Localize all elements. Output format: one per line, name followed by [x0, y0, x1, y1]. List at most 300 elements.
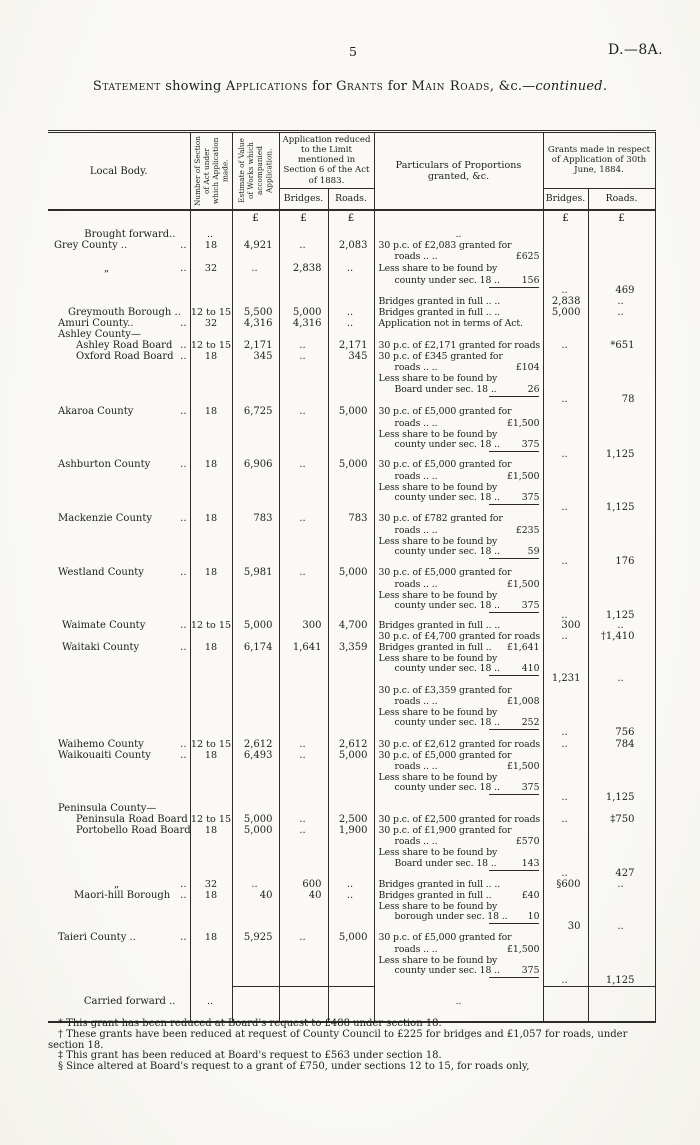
cell-local-body: Ashley Road Board .. [48, 341, 190, 352]
cell-estimate [232, 837, 279, 848]
cell-local-body: Carried forward .. [48, 987, 190, 1022]
cell-local-body [48, 708, 190, 718]
cell-application-bridges: 5,000 [279, 308, 328, 319]
cell-section-number: 18 [190, 241, 232, 252]
cell-section-number [190, 708, 232, 718]
cell-application-bridges: .. [279, 241, 328, 252]
cell-grant-roads: 469 [588, 286, 655, 297]
cell-application-roads [328, 762, 374, 773]
cell-estimate [232, 419, 279, 430]
cell-section-number [190, 762, 232, 773]
cell-application-roads [328, 363, 374, 374]
cell-application-bridges [279, 601, 328, 611]
cell-local-body: Mackenzie County .. [48, 514, 190, 526]
cell-application-bridges [279, 708, 328, 718]
cell-grant-roads [588, 264, 655, 276]
cell-section-number: 12 to 15 [190, 739, 232, 751]
cell-grant-bridges: .. [543, 976, 588, 987]
cell-local-body: Peninsula County— [48, 804, 190, 815]
cell-application-roads [328, 912, 374, 922]
cell-application-roads [328, 276, 374, 286]
cell-application-bridges [279, 945, 328, 956]
cell-grant-roads: .. [588, 297, 655, 308]
header-grants-group: Grants made in respect of Application of 30th June, 1884. [543, 132, 655, 189]
cell-local-body: Waikouaiti County .. [48, 751, 190, 762]
cell-section-number [190, 591, 232, 601]
cell-section-number: 18 [190, 643, 232, 654]
cell-particulars: Less share to be found by [374, 430, 543, 440]
sum-rule [489, 870, 539, 871]
cell-application-roads: 345 [328, 352, 374, 363]
cell-particulars: county under sec. 18 .. 156 [374, 276, 543, 286]
cell-application-bridges: .. [279, 826, 328, 837]
cell-grant-bridges [543, 686, 588, 697]
cell-application-bridges [279, 395, 328, 407]
cell-grant-bridges [543, 945, 588, 956]
cell-section-number [190, 483, 232, 493]
cell-particulars: county under sec. 18 .. 375 [374, 966, 543, 976]
cell-application-roads: 5,000 [328, 568, 374, 580]
cell-application-roads: .. [328, 319, 374, 330]
cell-grant-bridges [543, 483, 588, 493]
table-row [48, 643, 655, 654]
cell-section-number [190, 793, 232, 804]
cell-particulars: Bridges granted in full .. .. [374, 297, 543, 308]
cell-section-number [190, 374, 232, 385]
document-reference: D.—8A. [607, 42, 663, 58]
cell-section-number [190, 526, 232, 537]
cell-particulars: borough under sec. 18 .. 10 [374, 912, 543, 922]
cell-local-body [48, 762, 190, 773]
cell-application-roads [328, 976, 374, 987]
cell-grant-roads [588, 460, 655, 472]
header-app-bridges: Bridges. [279, 188, 328, 210]
sum-rule [489, 504, 539, 505]
cell-application-bridges: .. [279, 341, 328, 352]
cell-grant-bridges [543, 956, 588, 966]
cell-section-number [190, 837, 232, 848]
cell-application-bridges [279, 859, 328, 869]
cell-section-number [190, 286, 232, 297]
table-row [48, 686, 655, 697]
cell-application-roads [328, 419, 374, 430]
cell-particulars: 30 p.c. of £1,900 granted for [374, 826, 543, 837]
cell-application-bridges: .. [279, 568, 328, 580]
cell-grant-roads [588, 514, 655, 526]
cell-local-body [48, 547, 190, 557]
cell-application-roads [328, 537, 374, 547]
cell-section-number [190, 210, 232, 230]
title-part: Main Roads [411, 79, 490, 94]
cell-local-body: Ashburton County .. [48, 460, 190, 472]
cell-estimate: 6,493 [232, 751, 279, 762]
cell-grant-bridges [543, 430, 588, 440]
cell-estimate [232, 374, 279, 385]
cell-section-number [190, 945, 232, 956]
cell-application-roads [328, 708, 374, 718]
cell-section-number: .. [190, 230, 232, 241]
cell-section-number [190, 686, 232, 697]
cell-local-body [48, 674, 190, 686]
cell-application-bridges: .. [279, 514, 328, 526]
cell-grant-bridges: .. [543, 286, 588, 297]
cell-local-body: Oxford Road Board .. [48, 352, 190, 363]
cell-section-number [190, 956, 232, 966]
cell-grant-bridges [543, 891, 588, 902]
cell-grant-roads: 1,125 [588, 450, 655, 461]
sum-rule [489, 612, 539, 613]
cell-particulars: roads .. .. £1,500 [374, 580, 543, 591]
cell-application-bridges [279, 783, 328, 793]
cell-estimate [232, 686, 279, 697]
table-row [48, 352, 655, 363]
cell-application-bridges [279, 483, 328, 493]
header-application-group: Application reduced to the Limit mentioned in Section 6 of the Act of 1883. [279, 132, 374, 189]
cell-particulars: roads .. .. £235 [374, 526, 543, 537]
cell-local-body: Akaroa County .. [48, 407, 190, 419]
cell-section-number [190, 718, 232, 728]
cell-grant-roads [588, 472, 655, 483]
cell-local-body [48, 697, 190, 708]
cell-application-roads: .. [328, 880, 374, 891]
cell-grant-bridges: 2,838 [543, 297, 588, 308]
cell-application-bridges: 300 [279, 621, 328, 632]
cell-particulars [374, 395, 543, 407]
cell-section-number [190, 440, 232, 450]
cell-grant-roads [588, 945, 655, 956]
cell-local-body [48, 966, 190, 976]
cell-local-body: Ashley County— [48, 330, 190, 341]
cell-local-body [48, 956, 190, 966]
cell-particulars: 30 p.c. of £5,000 granted for [374, 933, 543, 945]
statement-title [0, 79, 700, 94]
cell-grant-roads [588, 407, 655, 419]
cell-application-bridges [279, 912, 328, 922]
cell-estimate [232, 987, 279, 1022]
cell-grant-bridges [543, 697, 588, 708]
cell-application-roads: 5,000 [328, 933, 374, 945]
cell-particulars: roads .. .. £104 [374, 363, 543, 374]
cell-application-roads: 783 [328, 514, 374, 526]
cell-local-body [48, 440, 190, 450]
table-row [48, 891, 655, 902]
cell-estimate [232, 945, 279, 956]
footnote-line: § Since altered at Board's request to a grant of £750, under sections 12 to 15, for roads only, [58, 1061, 530, 1073]
cell-application-bridges: 40 [279, 891, 328, 902]
cell-application-bridges [279, 430, 328, 440]
cell-estimate: 40 [232, 891, 279, 902]
cell-grant-bridges [543, 241, 588, 252]
cell-application-bridges [279, 674, 328, 686]
cell-estimate [232, 526, 279, 537]
sum-rule [489, 923, 539, 924]
cell-application-bridges [279, 537, 328, 547]
table-row [48, 363, 655, 374]
cell-particulars: roads .. .. £625 [374, 252, 543, 264]
cell-local-body [48, 395, 190, 407]
cell-grant-roads: 176 [588, 557, 655, 568]
cell-grant-bridges [543, 264, 588, 276]
cell-estimate [232, 483, 279, 493]
table-row [48, 945, 655, 956]
cell-estimate [232, 395, 279, 407]
cell-application-bridges [279, 956, 328, 966]
cell-local-body [48, 419, 190, 430]
cell-application-roads [328, 956, 374, 966]
cell-estimate: 4,921 [232, 241, 279, 252]
cell-estimate: 5,000 [232, 826, 279, 837]
cell-local-body: Waimate County .. [48, 621, 190, 632]
cell-grant-roads [588, 643, 655, 654]
cell-application-bridges [279, 385, 328, 395]
cell-application-roads [328, 987, 374, 1022]
table-row [48, 395, 655, 407]
cell-grant-roads [588, 826, 655, 837]
title-part: . [602, 79, 608, 94]
cell-estimate [232, 848, 279, 859]
cell-application-roads [328, 385, 374, 395]
page-header [48, 42, 663, 64]
cell-particulars: Less share to be found by [374, 591, 543, 601]
header-estimate: Estimate of Value of Works which accompanied Application. [232, 132, 279, 211]
cell-application-bridges [279, 976, 328, 987]
cell-application-bridges: 600 [279, 880, 328, 891]
cell-application-roads [328, 945, 374, 956]
cell-estimate [232, 762, 279, 773]
cell-estimate: 783 [232, 514, 279, 526]
cell-grant-roads [588, 837, 655, 848]
cell-estimate: £ [232, 210, 279, 230]
cell-particulars: 30 p.c. of £2,500 granted for roads [374, 815, 543, 826]
cell-application-roads [328, 286, 374, 297]
cell-application-roads [328, 686, 374, 697]
cell-section-number: 18 [190, 407, 232, 419]
cell-application-roads [328, 966, 374, 976]
cell-application-roads [328, 718, 374, 728]
cell-section-number: 18 [190, 933, 232, 945]
cell-estimate [232, 773, 279, 783]
cell-grant-roads: ‡750 [588, 815, 655, 826]
cell-local-body [48, 374, 190, 385]
cell-section-number [190, 674, 232, 686]
cell-estimate: 2,171 [232, 341, 279, 352]
cell-grant-roads [588, 374, 655, 385]
table-row [48, 483, 655, 493]
cell-local-body [48, 580, 190, 591]
header-section-number: Number of Section of Act under which Application made. [190, 132, 232, 211]
cell-grant-bridges [543, 848, 588, 859]
cell-application-roads [328, 848, 374, 859]
cell-local-body [48, 591, 190, 601]
cell-grant-bridges: 5,000 [543, 308, 588, 319]
cell-application-bridges: .. [279, 751, 328, 762]
cell-section-number [190, 697, 232, 708]
cell-local-body [48, 601, 190, 611]
cell-grant-bridges [543, 902, 588, 912]
cell-application-bridges [279, 472, 328, 483]
cell-application-bridges [279, 697, 328, 708]
cell-application-bridges [279, 837, 328, 848]
cell-grant-roads: 427 [588, 869, 655, 880]
cell-grant-roads [588, 708, 655, 718]
cell-local-body [48, 363, 190, 374]
cell-application-roads: £ [328, 210, 374, 230]
cell-local-body [48, 472, 190, 483]
cell-application-bridges: .. [279, 815, 328, 826]
cell-application-bridges [279, 664, 328, 674]
header-app-roads: Roads. [328, 188, 374, 210]
cell-grant-bridges [543, 826, 588, 837]
footnote-line: ‡ This grant has been reduced at Board's request to £563 under section 18. [58, 1050, 442, 1062]
table-row [48, 407, 655, 419]
cell-particulars: Less share to be found by [374, 956, 543, 966]
cell-local-body: Taieri County .. .. [48, 933, 190, 945]
cell-grant-roads: 1,125 [588, 611, 655, 622]
cell-estimate: 5,000 [232, 621, 279, 632]
cell-grant-bridges: .. [543, 611, 588, 622]
cell-section-number: 32 [190, 319, 232, 330]
grants-table [48, 130, 656, 1023]
cell-grant-bridges: .. [543, 632, 588, 643]
cell-section-number: 32 [190, 880, 232, 891]
cell-estimate: 6,906 [232, 460, 279, 472]
cell-section-number: 18 [190, 751, 232, 762]
sum-rule [489, 977, 539, 978]
cell-application-bridges [279, 686, 328, 697]
cell-particulars: Less share to be found by [374, 537, 543, 547]
cell-application-bridges: £ [279, 210, 328, 230]
cell-estimate [232, 902, 279, 912]
cell-particulars: 30 p.c. of £5,000 granted for [374, 407, 543, 419]
cell-estimate [232, 580, 279, 591]
table-row [48, 674, 655, 686]
cell-particulars: Less share to be found by [374, 902, 543, 912]
cell-application-roads [328, 601, 374, 611]
cell-section-number: 32 [190, 264, 232, 276]
cell-application-roads [328, 483, 374, 493]
table-row [48, 762, 655, 773]
cell-grant-bridges [543, 912, 588, 922]
page-number: 5 [349, 44, 357, 59]
table-row [48, 697, 655, 708]
cell-grant-bridges [543, 363, 588, 374]
cell-estimate [232, 956, 279, 966]
cell-particulars [374, 793, 543, 804]
sum-rule [489, 558, 539, 559]
cell-section-number [190, 385, 232, 395]
cell-application-bridges [279, 987, 328, 1022]
cell-estimate: 5,981 [232, 568, 279, 580]
cell-grant-roads: 1,125 [588, 503, 655, 514]
cell-local-body [48, 902, 190, 912]
cell-estimate [232, 493, 279, 503]
cell-application-roads [328, 674, 374, 686]
cell-particulars: roads .. .. £1,500 [374, 419, 543, 430]
cell-local-body [48, 837, 190, 848]
cell-grant-bridges [543, 526, 588, 537]
cell-application-roads [328, 859, 374, 869]
cell-application-roads [328, 793, 374, 804]
cell-grant-bridges: .. [543, 557, 588, 568]
cell-section-number: 18 [190, 352, 232, 363]
cell-estimate [232, 385, 279, 395]
cell-particulars: Less share to be found by [374, 708, 543, 718]
cell-grant-roads [588, 419, 655, 430]
cell-section-number [190, 601, 232, 611]
cell-application-bridges [279, 902, 328, 912]
table-row [48, 241, 655, 252]
cell-application-bridges [279, 580, 328, 591]
cell-application-roads [328, 783, 374, 793]
cell-estimate [232, 718, 279, 728]
cell-particulars: Less share to be found by [374, 264, 543, 276]
cell-application-bridges [279, 493, 328, 503]
cell-local-body: Amuri County.. .. [48, 319, 190, 330]
cell-section-number [190, 580, 232, 591]
cell-local-body [48, 869, 190, 880]
cell-local-body [48, 859, 190, 869]
cell-grant-bridges [543, 460, 588, 472]
cell-section-number [190, 430, 232, 440]
cell-particulars: roads .. .. £1,500 [374, 945, 543, 956]
cell-estimate [232, 472, 279, 483]
cell-estimate [232, 601, 279, 611]
cell-grant-bridges [543, 252, 588, 264]
cell-application-roads [328, 395, 374, 407]
title-part: showing [160, 79, 226, 94]
cell-section-number [190, 859, 232, 869]
cell-grant-roads [588, 483, 655, 493]
cell-grant-bridges [543, 514, 588, 526]
cell-local-body [48, 210, 190, 230]
table-row [48, 472, 655, 483]
cell-section-number [190, 419, 232, 430]
cell-local-body: Maori-hill Borough .. [48, 891, 190, 902]
cell-particulars: 30 p.c. of £5,000 granted for [374, 751, 543, 762]
table-row [48, 210, 655, 230]
cell-application-roads [328, 580, 374, 591]
cell-grant-roads: .. [588, 621, 655, 632]
cell-estimate [232, 859, 279, 869]
table-row [48, 580, 655, 591]
cell-local-body [48, 783, 190, 793]
table-row [48, 837, 655, 848]
cell-application-bridges: .. [279, 933, 328, 945]
table-row [48, 902, 655, 912]
cell-application-bridges [279, 773, 328, 783]
cell-estimate [232, 664, 279, 674]
cell-section-number [190, 976, 232, 987]
cell-grant-bridges [543, 537, 588, 547]
cell-local-body [48, 654, 190, 664]
cell-grant-roads [588, 537, 655, 547]
cell-grant-bridges [543, 987, 588, 1022]
cell-application-bridges: 2,838 [279, 264, 328, 276]
cell-section-number: 12 to 15 [190, 814, 232, 826]
table-row [48, 773, 655, 783]
cell-application-bridges [279, 374, 328, 385]
cell-grant-roads [588, 580, 655, 591]
cell-application-bridges [279, 286, 328, 297]
cell-estimate: 345 [232, 352, 279, 363]
cell-grant-bridges [543, 230, 588, 241]
cell-application-bridges [279, 419, 328, 430]
cell-section-number [190, 773, 232, 783]
footnotes [48, 1019, 660, 1073]
table-row [48, 933, 655, 945]
cell-local-body [48, 945, 190, 956]
cell-section-number [190, 547, 232, 557]
